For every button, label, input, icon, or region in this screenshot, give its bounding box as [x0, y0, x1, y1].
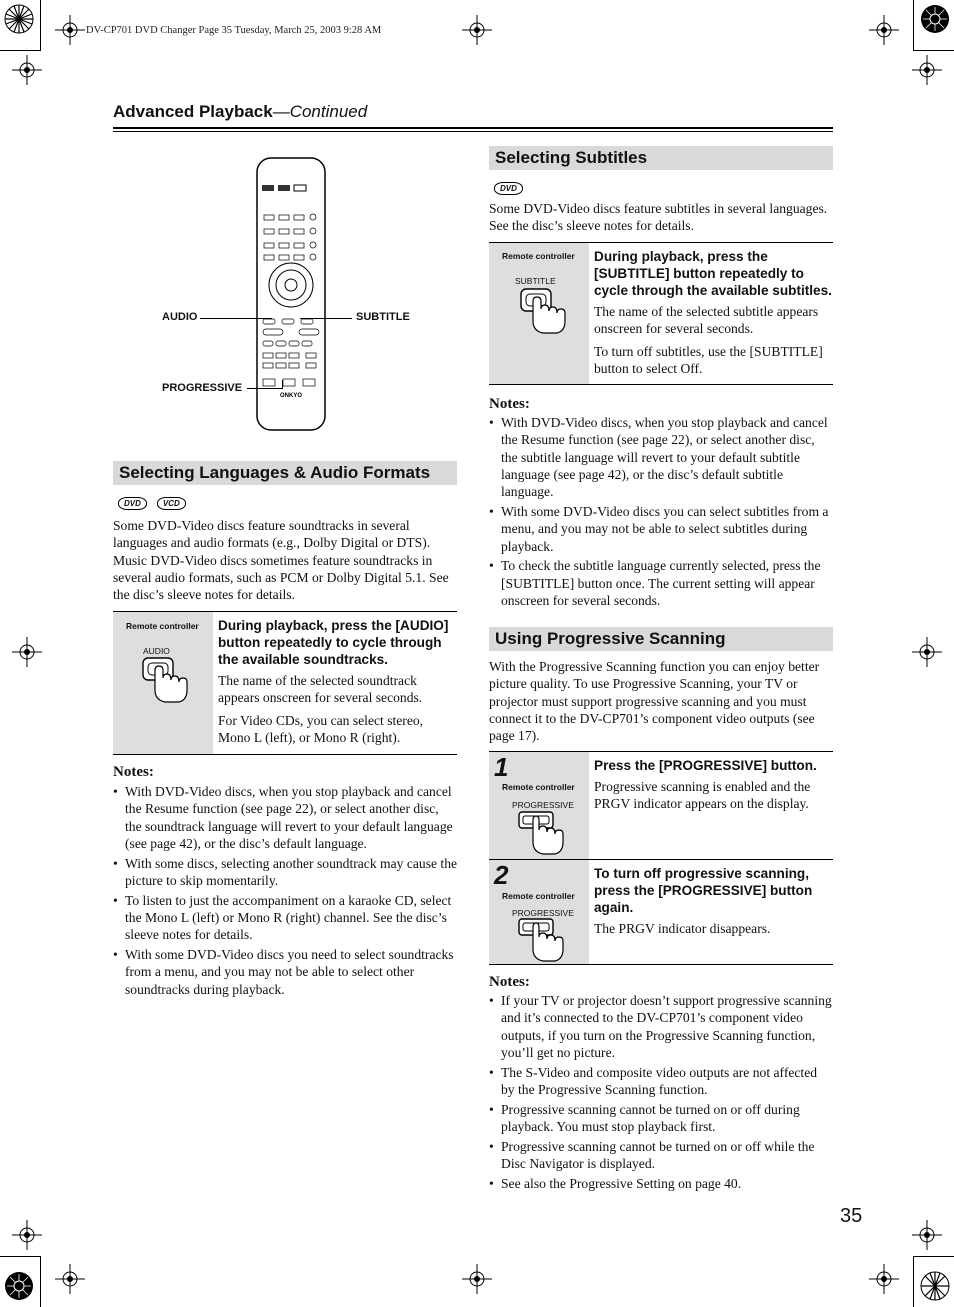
progressive-button-press-icon — [517, 917, 567, 963]
progressive-step-1-text — [594, 757, 832, 812]
list-item: • With some DVD-Video discs you need to select soundtracks from a menu, and you may not be able to select other soundtracks during playback. — [113, 946, 458, 998]
page-number: 35 — [840, 1205, 863, 1227]
registration-mark-icon — [912, 55, 942, 85]
registration-mark-icon — [869, 1264, 899, 1294]
registration-mark-icon — [55, 15, 85, 45]
subtitle-button-press-icon — [519, 287, 569, 335]
list-item: • Progressive scanning cannot be turned on or off during playback. You must stop playback first. — [489, 1101, 834, 1136]
print-header: DV-CP701 DVD Changer Page 35 Tuesday, March 25, 2003 9:28 AM — [86, 25, 382, 36]
progressive-intro-text: With the Progressive Scanning function you can enjoy better picture quality. To use Progressive Scanning, your TV or projector must support progressive scanning and you must connect it to the DV-CP701’s component video outputs (see page 17). — [489, 659, 820, 744]
languages-notes-list — [113, 783, 458, 1001]
dvd-badge: DVD — [494, 182, 523, 195]
progressive-step-2-body: The PRGV indicator disappears. — [594, 921, 771, 936]
languages-step-body-1: The name of the selected soundtrack appears onscreen for several seconds. — [218, 673, 423, 705]
remote-controller-label: Remote controller — [126, 621, 199, 631]
page-title-text: Advanced Playback — [113, 102, 273, 121]
languages-notes-title: Notes: — [113, 764, 154, 780]
remote-controller-label: Remote controller — [502, 891, 575, 901]
registration-mark-icon — [12, 1220, 42, 1250]
registration-mark-icon — [462, 1264, 492, 1294]
page-title — [113, 102, 367, 122]
list-item: • With some DVD-Video discs you can select subtitles from a menu, and you may not be able to select subtitles during playback. — [489, 503, 834, 555]
list-item: • If your TV or projector doesn’t support progressive scanning and it’s connected to the DV-CP701’s component video outputs, if you turn on the Progressive Scanning function, you’ll get no picture. — [489, 992, 834, 1061]
languages-step-body-2: For Video CDs, you can select stereo, Mono L (left), or Mono R (right). — [218, 713, 424, 745]
title-rule — [113, 127, 833, 129]
languages-step-text — [218, 617, 456, 752]
page-title-suffix: —Continued — [272, 102, 368, 121]
subtitles-step-body — [594, 303, 832, 377]
dvd-badge: DVD — [118, 497, 147, 510]
remote-controller-label: Remote controller — [502, 782, 575, 792]
subtitles-step-body-1: The name of the selected subtitle appears onscreen for several seconds. — [594, 304, 819, 336]
step-number: 2 — [494, 860, 509, 890]
subtitles-step — [489, 242, 833, 385]
leader-line-subtitle — [300, 318, 352, 319]
progressive-step-1 — [489, 751, 833, 860]
starburst-mark-top-left — [3, 3, 35, 35]
audio-button-label: AUDIO — [143, 646, 170, 656]
progressive-notes-title: Notes: — [489, 974, 530, 990]
subtitles-step-heading: During playback, press the [SUBTITLE] button repeatedly to cycle through the available subtitles. — [594, 249, 832, 298]
step-number: 1 — [494, 752, 509, 782]
subtitles-step-text — [594, 248, 832, 383]
audio-button-press-icon — [141, 656, 191, 704]
subtitle-button-label: SUBTITLE — [515, 276, 556, 286]
progressive-notes-list — [489, 992, 834, 1195]
starburst-mark-top-right — [919, 3, 951, 35]
title-rule-thin — [113, 131, 833, 132]
registration-mark-icon — [869, 15, 899, 45]
registration-mark-icon — [12, 55, 42, 85]
disc-badges — [494, 178, 529, 196]
leader-line-audio — [200, 318, 272, 319]
languages-step-heading: During playback, press the [AUDIO] button repeatedly to cycle through the available soundtracks. — [218, 618, 449, 667]
progressive-step-2-heading: To turn off progressive scanning, press the [PROGRESSIVE] button again. — [594, 866, 813, 915]
list-item: • The S-Video and composite video outputs are not affected by the Progressive Scanning function. — [489, 1064, 834, 1099]
list-item: • With DVD-Video discs, when you stop playback and cancel the Resume function (see page 22), or select another disc, the soundtrack language will revert to your default language (see page 42), or the disc’s default language. — [113, 783, 458, 852]
progressive-button-label: PROGRESSIVE — [512, 800, 574, 810]
leader-line-progressive — [247, 388, 282, 389]
list-item: • To listen to just the accompaniment on a karaoke CD, select the Mono L (left) or Mono R (right) channel. See the disc’s sleeve notes for details. — [113, 892, 458, 944]
languages-intro-text: Some DVD-Video discs feature soundtracks in several languages and audio formats (e.g., Dolby Digital or DTS). Music DVD-Video discs sometimes feature soundtracks in several audio formats, such as PCM or Dolby Digital 5.1. See the disc’s sleeve notes for details. — [113, 518, 449, 603]
registration-mark-icon — [55, 1264, 85, 1294]
list-item: • Progressive scanning cannot be turned on or off while the Disc Navigator is displayed. — [489, 1138, 834, 1173]
remote-controller-label: Remote controller — [502, 251, 575, 261]
progressive-intro — [489, 658, 834, 744]
list-item: • With some discs, selecting another soundtrack may cause the picture to skip momentarily. — [113, 855, 458, 890]
progressive-button-label: PROGRESSIVE — [512, 908, 574, 918]
progressive-step-2 — [489, 859, 833, 965]
callout-subtitle: SUBTITLE — [356, 311, 410, 323]
subtitles-intro-text: Some DVD-Video discs feature subtitles in several languages. See the disc’s sleeve notes for details. — [489, 201, 828, 234]
list-item: • See also the Progressive Setting on page 40. — [489, 1175, 834, 1192]
subtitles-notes-title: Notes: — [489, 396, 530, 412]
languages-step — [113, 611, 457, 755]
remote-brand: ONKYO — [279, 393, 303, 399]
list-item: • To check the subtitle language currently selected, press the [SUBTITLE] button once. The current setting will appear onscreen for several seconds. — [489, 557, 834, 609]
subtitles-notes-list — [489, 414, 834, 612]
section-heading-progressive: Using Progressive Scanning — [489, 627, 833, 651]
disc-badges — [118, 493, 192, 511]
callout-progressive: PROGRESSIVE — [162, 382, 243, 394]
leader-line-progressive-v — [282, 380, 283, 389]
section-heading-languages: Selecting Languages & Audio Formats — [113, 461, 457, 485]
starburst-mark-bottom-right — [919, 1270, 951, 1302]
progressive-button-press-icon — [517, 810, 567, 856]
progressive-step-1-heading: Press the [PROGRESSIVE] button. — [594, 758, 817, 773]
subtitles-intro — [489, 200, 834, 235]
registration-mark-icon — [912, 637, 942, 667]
languages-intro — [113, 517, 458, 603]
starburst-mark-bottom-left — [3, 1270, 35, 1302]
vcd-badge: VCD — [157, 497, 186, 510]
languages-step-body — [218, 672, 456, 746]
progressive-step-2-text — [594, 865, 832, 937]
progressive-step-1-body: Progressive scanning is enabled and the PRGV indicator appears on the display. — [594, 779, 811, 811]
list-item: • With DVD-Video discs, when you stop playback and cancel the Resume function (see page 22), or select another disc, the subtitle language will revert to your default subtitle language (see page 42), or the disc’s default subtitle language. — [489, 414, 834, 500]
registration-mark-icon — [462, 15, 492, 45]
registration-mark-icon — [912, 1220, 942, 1250]
subtitles-step-body-2: To turn off subtitles, use the [SUBTITLE] button to select Off. — [594, 344, 823, 376]
remote-control-illustration — [256, 157, 326, 432]
registration-mark-icon — [12, 637, 42, 667]
callout-audio: AUDIO — [162, 311, 198, 323]
section-heading-subtitles: Selecting Subtitles — [489, 146, 833, 170]
